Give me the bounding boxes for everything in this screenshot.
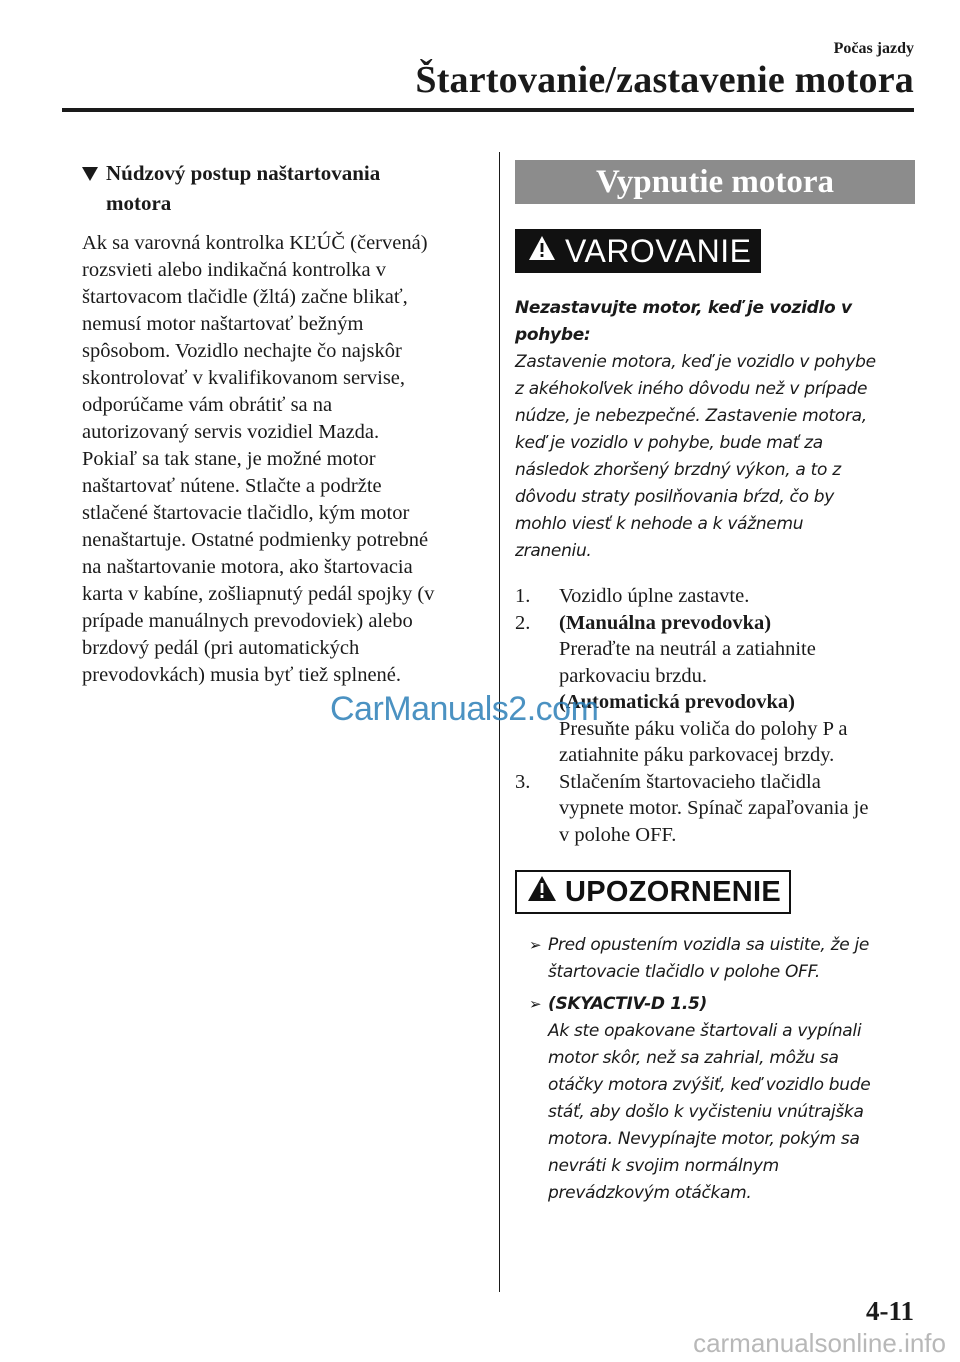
body-line: Ak sa varovná kontrolka KĽÚČ (červená): [82, 232, 428, 254]
caution-badge: [515, 870, 791, 914]
warning-headline-line: pohybe:: [515, 325, 591, 345]
emergency-start-body: [82, 230, 482, 689]
caution-line: Pred opustením vozidla sa uistite, že je: [548, 935, 870, 955]
caution-line: motor skôr, než sa zahrial, môžu sa: [548, 1048, 839, 1068]
step-text: Presuňte páku voliča do polohy P a: [559, 717, 848, 740]
warning-headline-line: Nezastavujte motor, keď je vozidlo v: [515, 298, 852, 318]
warning-line: z akéhokoľvek iného dôvodu než v prípade: [515, 379, 868, 399]
body-line: nemusí motor naštartovať bežným: [82, 313, 364, 335]
caution-item: [515, 932, 915, 986]
arrow-bullet-icon: ➢: [529, 995, 542, 1013]
warning-text: [515, 295, 915, 565]
body-line: stlačené štartovacie tlačidlo, kým motor: [82, 502, 410, 524]
caution-line: otáčky motora zvýšiť, keď vozidlo bude: [548, 1075, 871, 1095]
caution-line: prevádzkovým otáčkam.: [548, 1183, 752, 1203]
page-number: 4-11: [865, 1296, 914, 1326]
caution-triangle-icon: [527, 875, 565, 910]
caution-line: stáť, aby došlo k vyčisteniu vnútrajška: [548, 1102, 864, 1122]
warning-triangle-icon: [527, 233, 565, 270]
subheading-line: motora: [106, 191, 172, 215]
header-section-label: Počas jazdy: [833, 40, 914, 57]
warning-line: dôvodu straty posilňovania bŕzd, čo by: [515, 487, 835, 507]
step-text: parkovaciu brzdu.: [559, 664, 707, 687]
warning-line: následok zhoršený brzdný výkon, a to z: [515, 460, 841, 480]
warning-badge: [515, 229, 761, 273]
body-line: skontrolovať v kvalifikovanom servise,: [82, 367, 406, 389]
step-text: v polohe OFF.: [559, 823, 677, 846]
body-line: autorizovaný servis vozidiel Mazda.: [82, 421, 380, 443]
step-text: Stlačením štartovacieho tlačidla: [559, 770, 821, 793]
caution-item: [515, 991, 915, 1207]
warning-line: zraneniu.: [515, 541, 592, 561]
step-text: zatiahnite páku parkovacej brzdy.: [559, 744, 835, 766]
warning-line: keď je vozidlo v pohybe, bude mať za: [515, 433, 823, 453]
arrow-bullet-icon: ➢: [529, 936, 542, 954]
warning-line: Zastavenie motora, keď je vozidlo v pohybe: [515, 352, 876, 372]
step-subtitle: (Automatická prevodovka): [559, 691, 795, 713]
triangle-down-icon: [82, 167, 98, 181]
step-text: Preraďte na neutrál a zatiahnite: [559, 638, 816, 660]
body-line: prevodovkách) musia byť tiež splnené.: [82, 664, 402, 686]
section-banner: Vypnutie motora: [515, 160, 915, 204]
body-line: Pokiaľ sa tak stane, je možné motor: [82, 448, 376, 470]
footer-url-link[interactable]: carmanualsonline.info: [693, 1328, 946, 1358]
right-column: [515, 160, 915, 1212]
body-line: nenaštartuje. Ostatné podmienky potrebné: [82, 529, 429, 551]
caution-label: UPOZORNENIE: [565, 875, 781, 908]
caution-line: Ak ste opakovane štartovali a vypínali: [548, 1021, 862, 1041]
body-line: prípade manuálnych prevodoviek) alebo: [82, 610, 413, 632]
caution-line: motora. Nevypínajte motor, pokým sa: [548, 1129, 860, 1149]
step-number: 3.: [515, 770, 531, 793]
step-item: [515, 610, 915, 769]
body-line: spôsobom. Vozidlo nechajte čo najskôr: [82, 340, 402, 362]
body-line: rozsvieti alebo indikačná kontrolka v: [82, 259, 386, 281]
warning-line: núdze, je nebezpečné. Zastavenie motora,: [515, 406, 867, 426]
body-line: odporúčame vám obrátiť sa na: [82, 394, 333, 416]
left-column: [82, 158, 482, 689]
emergency-start-subheading: [82, 158, 482, 218]
step-number: 1.: [515, 585, 531, 607]
body-line: brzdový pedál (pri automatických: [82, 637, 360, 659]
step-item: [515, 769, 915, 849]
step-number: 2.: [515, 611, 531, 634]
page-header-title: Štartovanie/zastavenie motora: [415, 59, 914, 101]
body-line: naštartovať nútene. Stlačte a podržte: [82, 475, 382, 497]
body-line: na naštartovanie motora, ako štartovacia: [82, 556, 413, 578]
step-item: [515, 583, 915, 610]
caution-item-title: (SKYACTIV-D 1.5): [548, 994, 707, 1014]
warning-line: mohlo viesť k nehode a k vážnemu: [515, 514, 804, 534]
body-line: karta v kabíne, zošliapnutý pedál spojky (v: [82, 583, 435, 605]
step-text: vypnete motor. Spínač zapaľovania je: [559, 797, 869, 819]
warning-label: VAROVANIE: [565, 232, 752, 269]
subheading-line: Núdzový postup naštartovania: [106, 161, 381, 185]
step-subtitle: (Manuálna prevodovka): [559, 611, 772, 634]
caution-line: štartovacie tlačidlo v polohe OFF.: [548, 962, 820, 982]
caution-line: nevráti k svojim normálnym: [548, 1156, 779, 1176]
body-line: štartovacom tlačidle (žltá) začne blikať,: [82, 286, 408, 308]
header-rule: [62, 108, 914, 112]
watermark-link[interactable]: CarManuals2.com: [330, 690, 599, 728]
caution-list: [515, 932, 915, 1207]
step-text: Vozidlo úplne zastavte.: [559, 585, 750, 607]
